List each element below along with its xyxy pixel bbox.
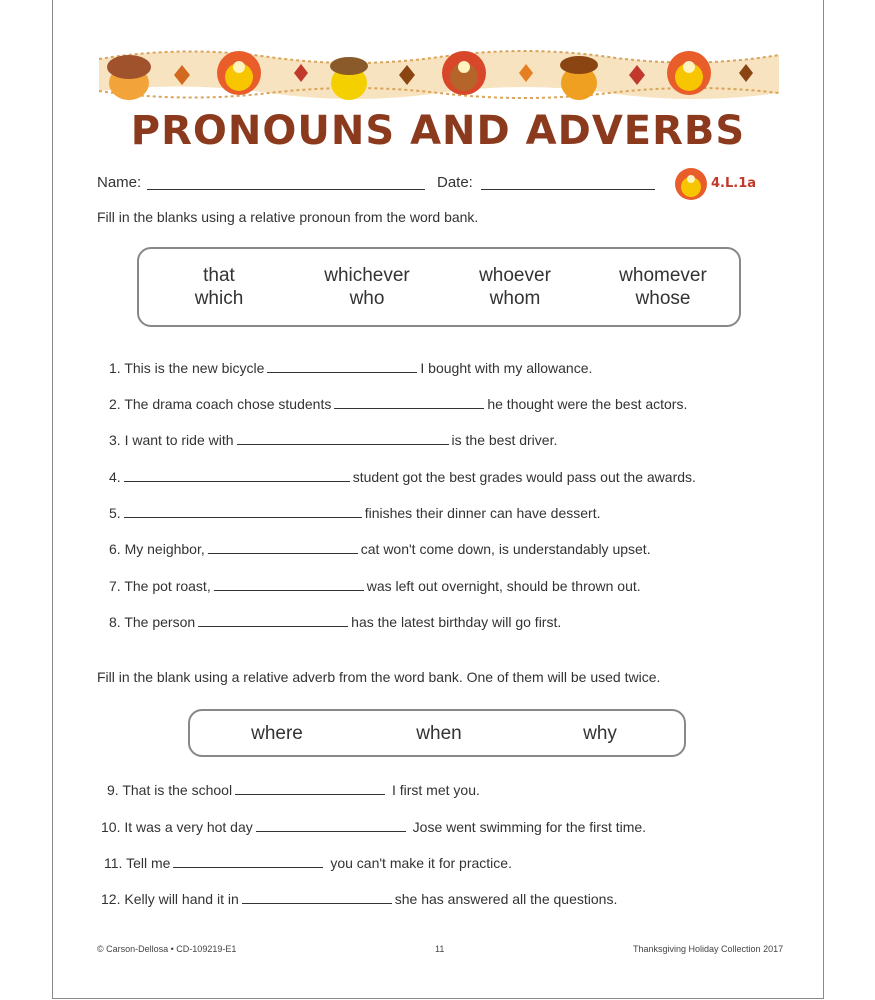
footer-collection: Thanksgiving Holiday Collection 2017 — [633, 944, 784, 954]
answer-blank-12[interactable] — [242, 891, 392, 904]
question-5: 5. finishes their dinner can have dessert. — [109, 505, 601, 521]
worksheet-page — [52, 0, 824, 999]
turkey-icon — [673, 166, 709, 202]
answer-blank-9[interactable] — [235, 782, 385, 795]
question-7: 7. The pot roast, was left out overnight, should be thrown out. — [109, 578, 641, 594]
bank-word: whichever — [324, 265, 410, 286]
question-2: 2. The drama coach chose students he thought were the best actors. — [109, 396, 688, 412]
bank-word: whoever — [479, 265, 551, 286]
answer-blank-10[interactable] — [256, 819, 406, 832]
question-6: 6. My neighbor, cat won't come down, is understandably upset. — [109, 541, 651, 557]
answer-blank-7[interactable] — [214, 578, 364, 591]
question-10: 10. It was a very hot day Jose went swimming for the first time. — [101, 819, 647, 835]
bank-word: that — [203, 265, 235, 286]
bank-word: whomever — [619, 265, 707, 286]
answer-blank-6[interactable] — [208, 541, 358, 554]
answer-blank-1[interactable] — [267, 360, 417, 373]
date-label: Date: — [437, 174, 473, 191]
page-title: PRONOUNS AND ADVERBS — [130, 108, 746, 154]
answer-blank-11[interactable] — [173, 855, 323, 868]
bank-word: whom — [489, 288, 541, 309]
question-8: 8. The person has the latest birthday will go first. — [109, 614, 562, 630]
bank-word: whose — [635, 288, 691, 309]
name-field[interactable] — [147, 189, 425, 190]
date-field[interactable] — [481, 189, 655, 190]
question-4: 4. student got the best grades would pass out the awards. — [109, 469, 696, 485]
answer-blank-8[interactable] — [198, 614, 348, 627]
instruction-pronouns: Fill in the blanks using a relative pronoun from the word bank. — [97, 209, 479, 225]
standard-code: 4.L.1a — [711, 176, 757, 191]
answer-blank-5[interactable] — [124, 505, 362, 518]
answer-blank-4[interactable] — [124, 469, 350, 482]
footer-copyright: © Carson-Dellosa • CD-109219-E1 — [97, 944, 237, 954]
bank-word: why — [583, 723, 617, 744]
word-bank-pronouns — [137, 247, 741, 327]
bank-word: when — [416, 723, 462, 744]
question-3: 3. I want to ride with is the best driver. — [109, 432, 558, 448]
instruction-adverbs: Fill in the blank using a relative adverb from the word bank. One of them will be used twice. — [97, 669, 661, 685]
autumn-banner-icon — [99, 45, 779, 105]
question-12: 12. Kelly will hand it in she has answered all the questions. — [101, 891, 618, 907]
bank-word: where — [251, 723, 303, 744]
word-bank-adverbs — [188, 709, 686, 757]
question-11: 11. Tell me you can't make it for practice. — [104, 855, 512, 871]
question-1: 1. This is the new bicycle I bought with my allowance. — [109, 360, 593, 376]
question-9: 9. That is the school I first met you. — [107, 782, 480, 798]
bank-word: which — [194, 288, 244, 309]
answer-blank-2[interactable] — [334, 396, 484, 409]
bank-word: who — [349, 288, 385, 309]
answer-blank-3[interactable] — [237, 432, 449, 445]
name-label: Name: — [97, 174, 142, 191]
footer-page-number: 11 — [435, 944, 445, 954]
